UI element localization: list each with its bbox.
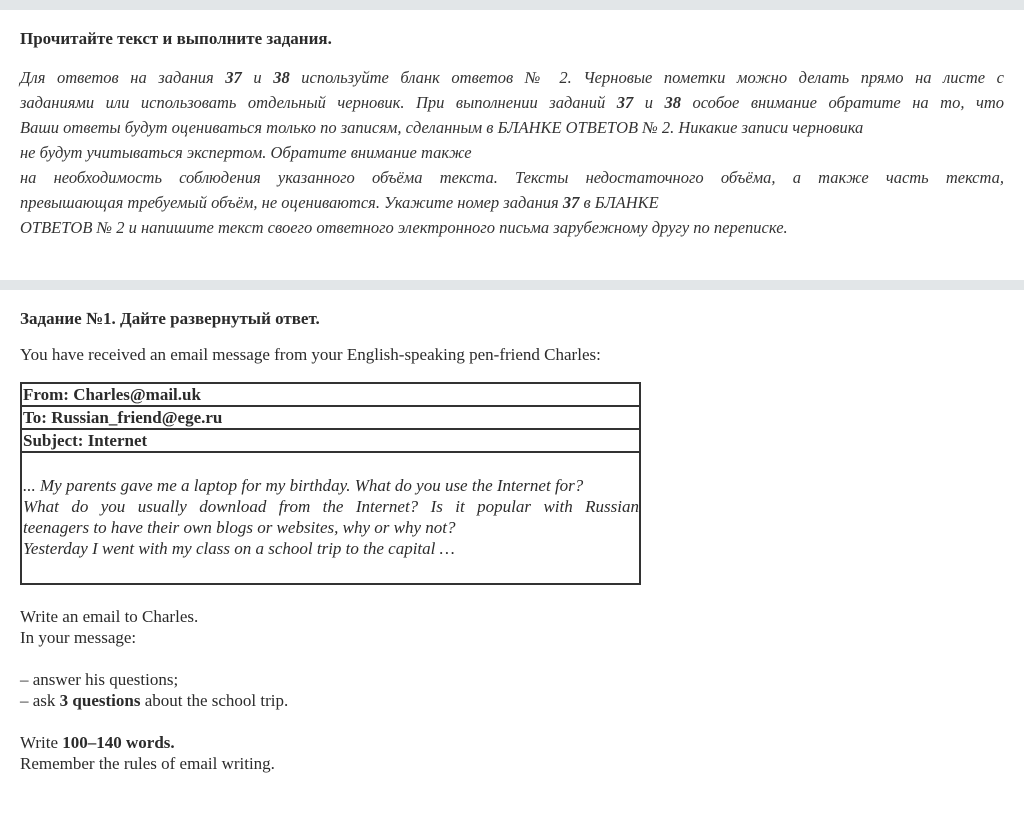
instructions-line: ОТВЕТОВ № 2 и напишите текст своего ответного электронного письма зарубежному другу по переписке. <box>20 218 788 237</box>
task-heading: Задание №1. Дайте развернутый ответ. <box>20 309 320 328</box>
instructions-line: на необходимость соблюдения указанного объёма текста. Тексты недостаточного объёма, а также часть текста, <box>20 168 1004 187</box>
email-body-line: teenagers to have their own blogs or websites, why or why not? <box>23 518 456 537</box>
email-box <box>20 382 641 585</box>
email-body-line: What do you usually download from the Internet? Is it popular with Russian <box>23 497 639 516</box>
word-count-line: Write 100–140 words. <box>20 733 175 752</box>
task-instructions <box>20 606 1004 774</box>
instructions-text <box>20 65 1004 240</box>
task-line: Write an email to Charles. <box>20 607 199 626</box>
email-subject: Subject: Internet <box>22 430 639 453</box>
task-line: Remember the rules of email writing. <box>20 754 275 773</box>
middle-divider <box>0 280 1024 290</box>
task-lead: You have received an email message from your English-speaking pen-friend Charles: <box>20 345 601 364</box>
task-bullet: – ask 3 questions about the school trip. <box>20 691 289 710</box>
instructions-section <box>0 28 1024 240</box>
instructions-line: Ваши ответы будут оцениваться только по записям, сделанным в БЛАНКЕ ОТВЕТОВ № 2. Никакие записи черновика <box>20 118 864 137</box>
instructions-heading: Прочитайте текст и выполните задания. <box>20 29 332 48</box>
top-divider <box>0 0 1024 10</box>
task-line: In your message: <box>20 628 137 647</box>
instructions-line: Для ответов на задания 37 и 38 используйте бланк ответов № 2. Черновые пометки можно делать прямо на листе с <box>20 68 1005 87</box>
email-body-line: Yesterday I went with my class on a school trip to the capital … <box>23 539 455 558</box>
instructions-line: не будут учитываться экспертом. Обратите внимание также <box>20 143 472 162</box>
task-bullet: – answer his questions; <box>20 670 179 689</box>
email-to: To: Russian_friend@ege.ru <box>22 407 639 430</box>
task-section <box>0 308 1024 774</box>
instructions-line: заданиями или использовать отдельный черновик. При выполнении заданий 37 и 38 особое внимание обратите на то, что <box>20 93 1005 112</box>
email-body <box>22 453 639 583</box>
email-from: From: Charles@mail.uk <box>22 384 639 407</box>
email-body-line: ... My parents gave me a laptop for my birthday. What do you use the Internet for? <box>23 476 584 495</box>
instructions-line: превышающая требуемый объём, не оцениваются. Укажите номер задания 37 в БЛАНКЕ <box>20 193 659 212</box>
